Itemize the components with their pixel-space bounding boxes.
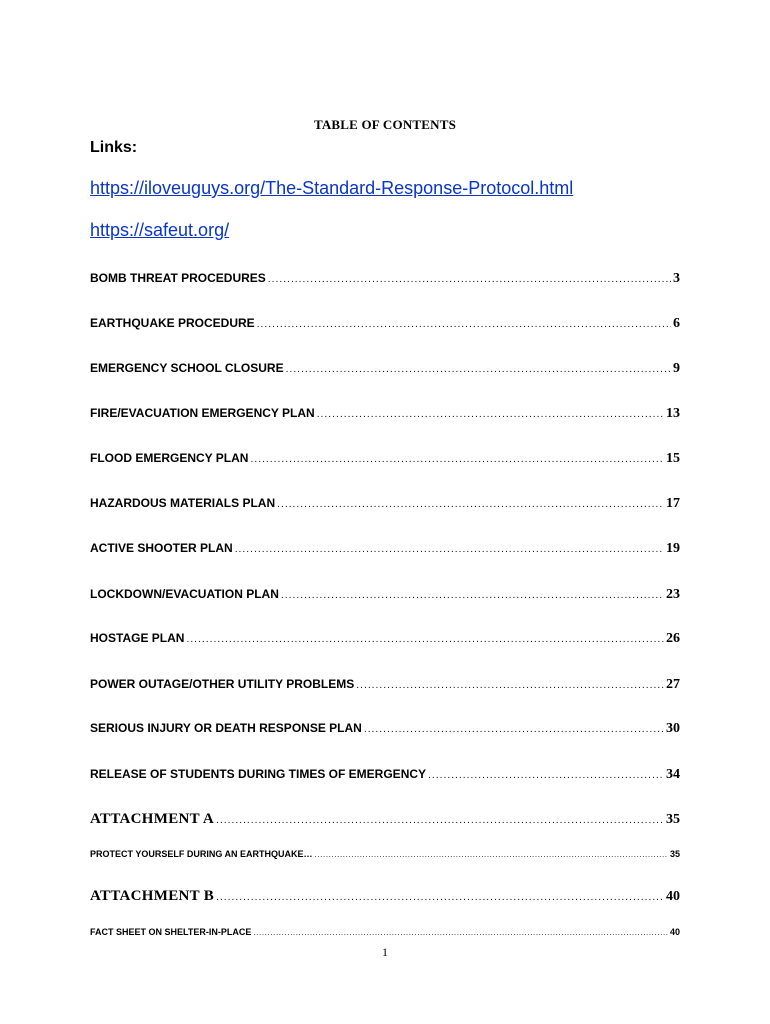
toc-entry-label: ATTACHMENT A xyxy=(90,811,215,827)
toc-entry-lockdown[interactable] xyxy=(90,587,680,605)
dot-leader xyxy=(257,320,671,330)
dot-leader xyxy=(356,681,664,691)
toc-entry-protect-yourself[interactable] xyxy=(90,849,680,863)
toc-entry-label: FACT SHEET ON SHELTER-IN-PLACE xyxy=(90,927,252,937)
toc-entry-label: EARTHQUAKE PROCEDURE xyxy=(90,316,255,330)
dot-leader xyxy=(281,591,664,601)
toc-entry-page: 30 xyxy=(666,721,680,736)
dot-leader xyxy=(268,275,671,285)
toc-entry-label: PROTECT YOURSELF DURING AN EARTHQUAKE… xyxy=(90,849,313,859)
toc-entry-page: 9 xyxy=(673,361,680,376)
toc-entry-label: POWER OUTAGE/OTHER UTILITY PROBLEMS xyxy=(90,677,355,691)
page-title: TABLE OF CONTENTS xyxy=(313,117,457,132)
toc-entry-page: 26 xyxy=(666,631,680,646)
toc-entry-page: 40 xyxy=(666,889,680,904)
dot-leader xyxy=(428,771,664,781)
toc-entry-page: 23 xyxy=(666,587,680,602)
toc-entry-label: ACTIVE SHOOTER PLAN xyxy=(90,541,233,555)
dot-leader xyxy=(235,545,664,555)
dot-leader xyxy=(364,725,664,735)
toc-entry-label: ATTACHMENT B xyxy=(90,888,215,904)
toc-entry-label: FLOOD EMERGENCY PLAN xyxy=(90,451,249,465)
toc-entry-attachment-a[interactable] xyxy=(90,811,680,829)
toc-entry-earthquake[interactable] xyxy=(90,316,680,334)
toc-entry-page: 3 xyxy=(673,271,680,286)
toc-entry-label: RELEASE OF STUDENTS DURING TIMES OF EMERGENCY xyxy=(90,767,427,781)
toc-entry-fire-evacuation[interactable] xyxy=(90,406,680,424)
link-standard-response-protocol[interactable]: https://iloveuguys.org/The-Standard-Response-Protocol.html xyxy=(90,178,574,198)
toc-entry-label: FIRE/EVACUATION EMERGENCY PLAN xyxy=(90,406,315,420)
toc-entry-release-of-students[interactable] xyxy=(90,767,680,785)
dot-leader xyxy=(216,816,664,826)
toc-entry-page: 17 xyxy=(666,496,680,511)
toc-entry-bomb-threat[interactable] xyxy=(90,271,680,289)
toc-entry-page: 19 xyxy=(666,541,680,556)
toc-entry-label: SERIOUS INJURY OR DEATH RESPONSE PLAN xyxy=(90,721,362,735)
toc-entry-label: HAZARDOUS MATERIALS PLAN xyxy=(90,496,276,510)
dot-leader xyxy=(286,365,671,375)
dot-leader xyxy=(253,929,668,937)
dot-leader xyxy=(250,455,664,465)
toc-entry-page: 35 xyxy=(666,812,680,827)
toc-entry-school-closure[interactable] xyxy=(90,361,680,379)
toc-entry-attachment-b[interactable] xyxy=(90,888,680,906)
toc-entry-page: 34 xyxy=(666,767,680,782)
toc-entry-shelter-in-place[interactable] xyxy=(90,927,680,941)
toc-entry-label: EMERGENCY SCHOOL CLOSURE xyxy=(90,361,284,375)
toc-entry-page: 6 xyxy=(673,316,680,331)
toc-entry-page: 27 xyxy=(666,677,680,692)
footer-page-number: 1 xyxy=(382,945,388,959)
dot-leader xyxy=(216,893,664,903)
toc-entry-hazardous-materials[interactable] xyxy=(90,496,680,514)
toc-entry-label: HOSTAGE PLAN xyxy=(90,631,185,645)
toc-entry-serious-injury[interactable] xyxy=(90,721,680,739)
toc-entry-power-outage[interactable] xyxy=(90,677,680,695)
toc-entry-flood[interactable] xyxy=(90,451,680,469)
toc-entry-hostage[interactable] xyxy=(90,631,680,649)
dot-leader xyxy=(277,500,664,510)
toc-entry-label: BOMB THREAT PROCEDURES xyxy=(90,271,266,285)
toc-entry-page: 35 xyxy=(669,849,680,859)
links-label: Links: xyxy=(90,139,138,156)
toc-entry-active-shooter[interactable] xyxy=(90,541,680,559)
toc-entry-page: 15 xyxy=(666,451,680,466)
dot-leader xyxy=(317,410,664,420)
dot-leader xyxy=(315,851,668,859)
toc-entry-label: LOCKDOWN/EVACUATION PLAN xyxy=(90,587,279,601)
toc-entry-page: 40 xyxy=(669,927,680,937)
toc-entry-page: 13 xyxy=(666,406,680,421)
link-safeut[interactable]: https://safeut.org/ xyxy=(90,220,230,240)
dot-leader xyxy=(186,635,664,645)
